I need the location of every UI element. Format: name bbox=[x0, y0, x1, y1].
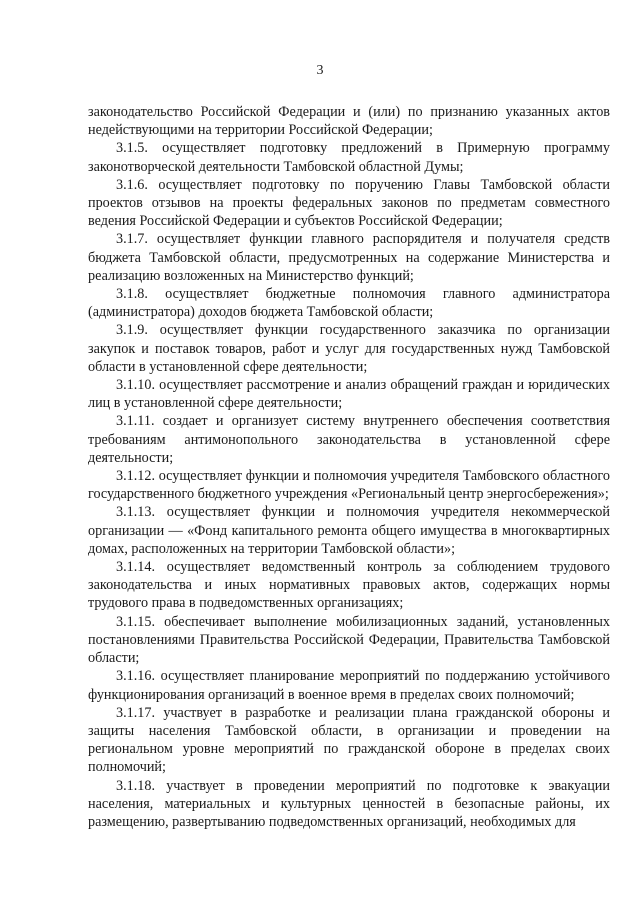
paragraph-3-1-5: 3.1.5. осуществляет подготовку предложений в Примерную программу законотворческой деятельности Тамбовской областной Думы; bbox=[88, 140, 610, 175]
paragraph-3-1-6: 3.1.6. осуществляет подготовку по поручению Главы Тамбовской области проектов отзывов на проекты федеральных законов по предметам совместного ведения Российской Федерации и субъектов Российской Федерации; bbox=[88, 176, 610, 230]
paragraph-3-1-13: 3.1.13. осуществляет функции и полномочия учредителя некоммерческой организации — «Фонд капитального ремонта общего имущества в многоквартирных домах, расположенных на территории Тамбовской области»; bbox=[88, 504, 610, 557]
page-number: 3 bbox=[316, 63, 324, 78]
paragraph-3-1-17: 3.1.17. участвует в разработке и реализации плана гражданской обороны и защиты населения Тамбовской области, в организации и проведении на региональном уровне мероприятий по гражданской обороне в пределах своих полномочий; bbox=[88, 704, 610, 776]
paragraph-3-1-12: 3.1.12. осуществляет функции и полномочия учредителя Тамбовского областного государственного бюджетного учреждения «Региональный центр энергосбережения»; bbox=[88, 468, 610, 503]
paragraph-3-1-15: 3.1.15. обеспечивает выполнение мобилизационных заданий, установленных постановлениями Правительства Российской Федерации, Правительства Тамбовской области; bbox=[88, 613, 610, 667]
document-body bbox=[88, 103, 610, 831]
paragraph-3-1-8: 3.1.8. осуществляет бюджетные полномочия главного администратора (администратора) доходов бюджета Тамбовской области; bbox=[88, 286, 610, 321]
paragraph-continuation: законодательство Российской Федерации и (или) по признанию указанных актов недействующими на территории Российской Федерации; bbox=[88, 104, 610, 139]
paragraph-3-1-14: 3.1.14. осуществляет ведомственный контроль за соблюдением трудового законодательства и иных нормативных правовых актов, содержащих нормы трудового права в подведомственных организациях; bbox=[88, 559, 610, 612]
paragraph-3-1-10: 3.1.10. осуществляет рассмотрение и анализ обращений граждан и юридических лиц в установленной сфере деятельности; bbox=[88, 377, 610, 412]
paragraph-3-1-11: 3.1.11. создает и организует систему внутреннего обеспечения соответствия требованиям антимонопольного законодательства в установленной сфере деятельности; bbox=[88, 413, 610, 466]
paragraph-3-1-7: 3.1.7. осуществляет функции главного распорядителя и получателя средств бюджета Тамбовской области, предусмотренных на содержание Министерства и реализацию возложенных на Министерство функций; bbox=[88, 231, 610, 284]
paragraph-3-1-16: 3.1.16. осуществляет планирование мероприятий по поддержанию устойчивого функционирования организаций в военное время в пределах своих полномочий; bbox=[88, 668, 610, 703]
paragraph-3-1-9: 3.1.9. осуществляет функции государственного заказчика по организации закупок и поставок товаров, работ и услуг для государственных нужд Тамбовской области в установленной сфере деятельности; bbox=[88, 322, 610, 375]
paragraph-3-1-18: 3.1.18. участвует в проведении мероприятий по подготовке к эвакуации населения, материальных и культурных ценностей в безопасные районы, их размещению, развертыванию подведомственных организаций, необходимых для bbox=[88, 777, 610, 830]
